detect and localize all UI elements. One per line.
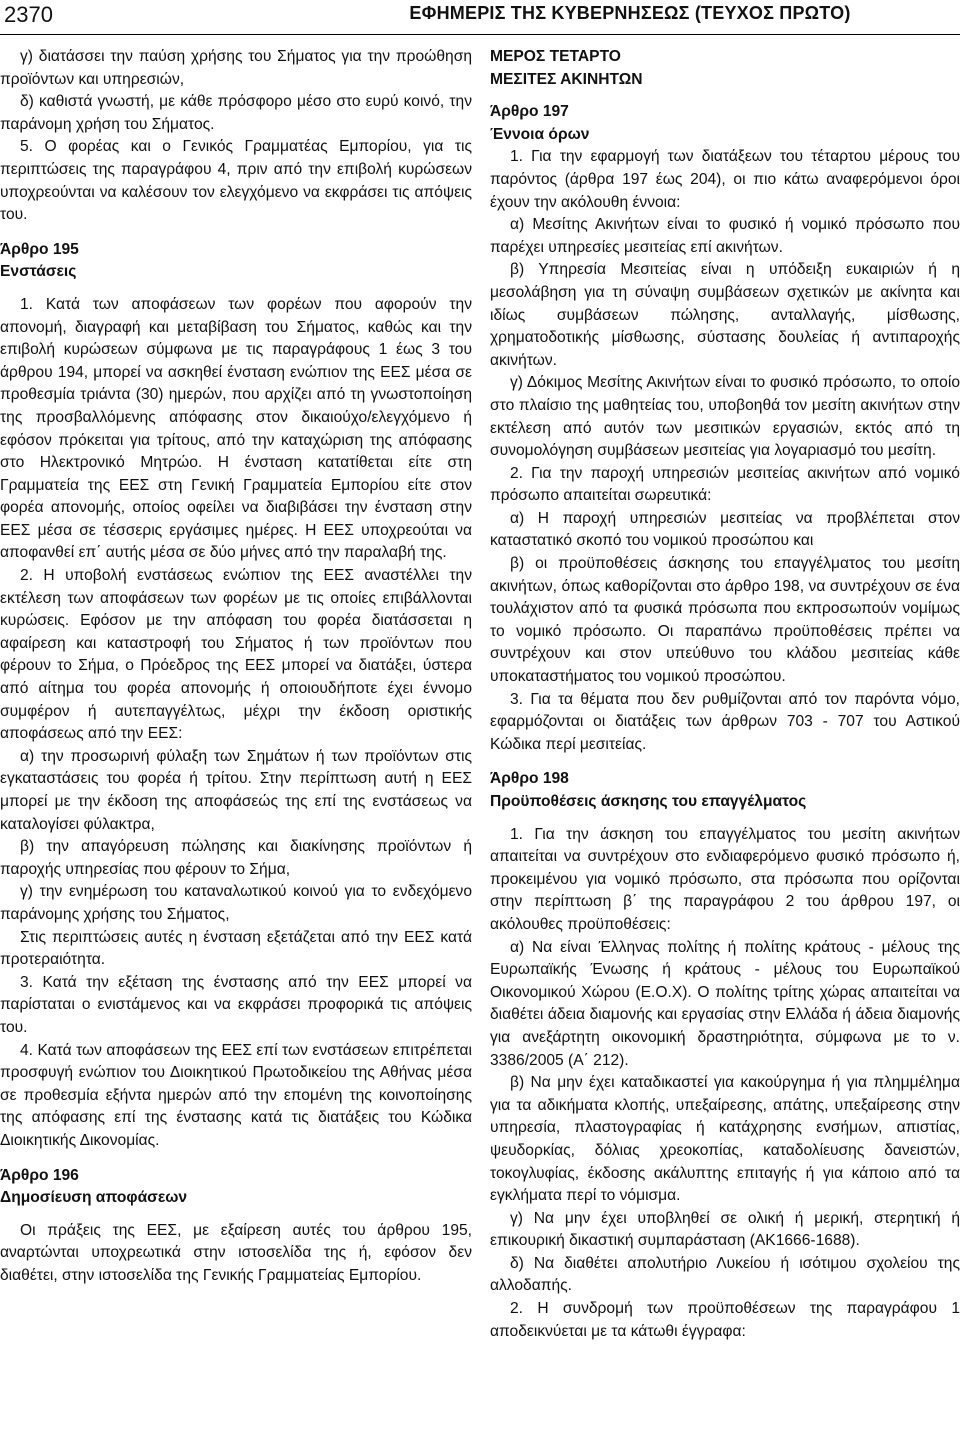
paragraph: 4. Κατά των αποφάσεων της ΕΕΣ επί των ενστάσεων επιτρέπεται προσφυγή ενώπιον του Διοικητικού Πρωτοδικείου της Αθήνας μέσα σε προθεσμία εξήντα ημερών από την επομένη της κοινοποίησης της απόφασης επί της ένστασης κατά τις διατάξεις του Κώδικα Διοικητικής Δικονομίας. [0,1041,472,1149]
gazette-title: ΕΦΗΜΕΡΙΣ ΤΗΣ ΚΥΒΕΡΝΗΣΕΩΣ (ΤΕΥΧΟΣ ΠΡΩΤΟ) [409,3,851,23]
paragraph: γ) Να μην έχει υποβληθεί σε ολική ή μερική, στερητική ή επικουρική δικαστική συμπαράσταση (ΑΚ1666-1688). [490,1209,960,1250]
paragraph: 5. Ο φορέας και ο Γενικός Γραμματέας Εμπορίου, για τις περιπτώσεις της παραγράφου 4, πριν από την επιβολή κυρώσεων υποχρεούνται να καλέσουν τον ελεγχόμενο να εκφράσει τις απόψεις του. [0,138,472,224]
paragraph: γ) Δόκιμος Μεσίτης Ακινήτων είναι το φυσικό πρόσωπο, το οποίο στο πλαίσιο της μαθητείας του, υποβοηθά τον μεσίτη ακινήτων στην εκτέλεση από αυτόν των μεσιτικών εργασιών, εκτός από τη συνομολόγηση συμβάσεων μεσιτείας για λογαριασμό του μεσίτη. [490,374,960,460]
article-198-subtitle: Προϋποθέσεις άσκησης του επαγγέλματος [490,793,807,810]
paragraph: δ) Να διαθέτει απολυτήριο Λυκείου ή ισότιμου σχολείου της αλλοδαπής. [490,1254,960,1295]
paragraph: 2. Για την παροχή υπηρεσιών μεσιτείας ακινήτων από νομικό πρόσωπο απαιτείται σωρευτικά: [490,464,960,505]
article-197-title: Άρθρο 197 [490,103,569,121]
paragraph: 3. Κατά την εξέταση της ένστασης από την ΕΕΣ μπορεί να παρίσταται ο ενιστάμενος και να εκφράσει προφορικά τις απόψεις του. [0,973,472,1036]
paragraph: γ) την ενημέρωση του καταναλωτικού κοινού για το ενδεχόμενο παράνομης χρήσης του Σήματος, [0,883,472,923]
paragraph: α) Να είναι Έλληνας πολίτης ή πολίτης κράτους - μέλους της Ευρωπαϊκής Ένωσης ή κράτους - μέλους του Ευρωπαϊκού Οικονομικού Χώρου (Ε.Ο.Χ). Ο πολίτης τρίτης χώρας απαιτείται να διαθέτει άδεια διαμονής και εργασίας στην Ελλάδα ή άδεια διαμονής για ανεξάρτητη οικονομική δραστηριότητα, σύμφωνα με το ν. 3386/2005 (Α΄ 212). [490,938,960,1069]
paragraph: α) την προσωρινή φύλαξη των Σημάτων ή των προϊόντων στις εγκαταστάσεις του φορέα ή τρίτου. Στην περίπτωση αυτή η ΕΕΣ μπορεί με την έκδοση της αποφάσεώς της επί της ενστάσεως να καταλογίσει φύλακτρα, [0,747,472,833]
paragraph: Στις περιπτώσεις αυτές η ένσταση εξετάζεται από την ΕΕΣ κατά προτεραιότητα. [0,928,472,969]
paragraph: α) Η παροχή υπηρεσιών μεσιτείας να προβλέπεται στον καταστατικό σκοπό του νομικού προσώπου και [490,509,960,550]
paragraph: δ) καθιστά γνωστή, με κάθε πρόσφορο μέσο στο ευρύ κοινό, την παράνομη χρήση του Σήματος. [0,93,472,133]
paragraph: 1. Κατά των αποφάσεων των φορέων που αφορούν την απονομή, διαγραφή και μεταβίβαση του Σήματος, καθώς και την επιβολή κυρώσεων σύμφωνα με τις παραγράφους 1 έως 3 του άρθρου 194, μπορεί να ασκηθεί ένσταση ενώπιον της ΕΕΣ μέσα σε προθεσμία τριάντα (30) ημερών, που αρχίζει από τη γνωστοποίηση της προσβαλλόμενης απόφασης στον δικαιούχο/ελεγχόμενο ή εφόσον πρόκειται για τρίτους, από την καταχώριση της απόφασης στο Ηλεκτρονικό Μητρώο. Η ένσταση κατατίθεται είτε στη Γραμματεία της ΕΕΣ στη Γενική Γραμματεία Εμπορίου είτε στον φορέα απονομής, οποίος οφείλει να διαβιβάσει την ένσταση στην ΕΕΣ μέσα σε τέσσερις εργάσιμες ημέρες. Η ΕΕΣ υποχρεούται να αποφανθεί επ΄ αυτής μέσα σε δύο μήνες από την παραλαβή της. [0,295,472,562]
part-title: ΜΕΡΟΣ ΤΕΤΑΡΤΟ [490,48,621,65]
paragraph: α) Μεσίτης Ακινήτων είναι το φυσικό ή νομικό πρόσωπο που παρέχει υπηρεσίες μεσιτείας επί ακινήτων. [490,216,960,256]
article-196-subtitle: Δημοσίευση αποφάσεων [0,1189,188,1207]
paragraph: 3. Για τα θέματα που δεν ρυθμίζονται από τον παρόντα νόμο, εφαρμόζονται οι διατάξεις των άρθρων 703 - 707 του Αστικού Κώδικα περί μεσιτείας. [490,690,960,753]
paragraph: 1. Για την εφαρμογή των διατάξεων του τέταρτου μέρους του παρόντος (άρθρα 197 έως 204), οι πιο κάτω αναφερόμενοι όροι έχουν την ακόλουθη έννοια: [490,148,960,211]
paragraph: 2. Η συνδρομή των προϋποθέσεων της παραγράφου 1 αποδεικνύεται με τα κάτωθι έγγραφα: [490,1300,960,1340]
page-header [0,0,960,35]
paragraph: β) Υπηρεσία Μεσιτείας είναι η υπόδειξη ευκαιριών ή η μεσολάβηση για τη σύναψη συμβάσεων σχετικών με ακίνητα και ιδίως συμβάσεων πώλησης, ανταλλαγής, μίσθωσης, χρηματοδοτικής μίσθωσης, σύστασης δουλείας ή αντιπαροχής ακινήτων. [490,261,960,369]
paragraph: β) την απαγόρευση πώλησης και διακίνησης προϊόντων ή παροχής υπηρεσίας που φέρουν το Σήμα, [0,838,472,878]
paragraph: γ) διατάσσει την παύση χρήσης του Σήματος για την προώθηση προϊόντων και υπηρεσιών, [0,48,472,88]
paragraph: 1. Για την άσκηση του επαγγέλματος του μεσίτη ακινήτων απαιτείται να συντρέχουν στο ενδιαφερόμενο φυσικό πρόσωπο ή, προκειμένου για νομικό πρόσωπο, στα πρόσωπα που ορίζονται στην περίπτωση β΄ της παραγράφου 2 του άρθρου 197, οι ακόλουθες προϋποθέσεις: [490,825,960,933]
part-subtitle: ΜΕΣΙΤΕΣ ΑΚΙΝΗΤΩΝ [490,70,643,88]
left-column [0,46,472,1287]
right-column [490,46,960,1343]
paragraph: β) οι προϋποθέσεις άσκησης του επαγγέλματος του μεσίτη ακινήτων, όπως καθορίζονται στο άρθρο 198, να συντρέχουν σε ένα τουλάχιστον από τα φυσικά πρόσωπα που εκπροσωπούν νομίμως το νομικό πρόσωπο. Οι παραπάνω προϋποθέσεις πρέπει να συντρέχουν και στον υπεύθυνο του κλάδου μεσιτείας κάθε υποκαταστήματος του νομικού προσώπου. [490,555,960,686]
paragraph: 2. Η υποβολή ενστάσεως ενώπιον της ΕΕΣ αναστέλλει την εκτέλεση των αποφάσεων των φορέων με τις οποίες επιβάλλονται κυρώσεις. Εφόσον με την απόφαση του φορέα διατάσσεται η αφαίρεση και καταστροφή του Σήματος ή των προϊόντων που φέρουν το Σήμα, ο Πρόεδρος της ΕΕΣ μπορεί να διατάξει, ύστερα από αίτημα του φορέα απονομής ή οποιουδήποτε έχει έννομο συμφέρον ή αυτεπαγγέλτως, μέχρι την έκδοση οριστικής αποφάσεως από την ΕΕΣ: [0,567,472,743]
article-195-title: Άρθρο 195 [0,240,79,258]
article-197-subtitle: Έννοια όρων [490,125,590,143]
paragraph: β) Να μην έχει καταδικαστεί για κακούργημα ή για πλημμέλημα για τα αδικήματα κλοπής, υπεξαίρεσης, απάτης, υπεξαίρεσης στην υπηρεσία, πλαστογραφίας ή κατάχρησης ενσήμων, απιστίας, ψευδορκίας, δόλιας χρεοκοπίας, καταδολίευσης δανειστών, τοκογλυφίας, έκδοσης ακάλυπτης επιταγής ή για κάποιο από τα εγκλήματα περί το νόμισμα. [490,1074,960,1205]
article-196-title: Άρθρο 196 [0,1166,79,1184]
article-195-subtitle: Ενστάσεις [0,263,77,281]
paragraph: Οι πράξεις της ΕΕΣ, με εξαίρεση αυτές του άρθρου 195, αναρτώνται υποχρεωτικά στην ιστοσελίδα της ή, εφόσον δεν διαθέτει, στην ιστοσελίδα της Γενικής Γραμματείας Εμπορίου. [0,1221,472,1284]
page-number: 2370 [4,2,53,27]
article-198-title: Άρθρο 198 [490,770,569,788]
